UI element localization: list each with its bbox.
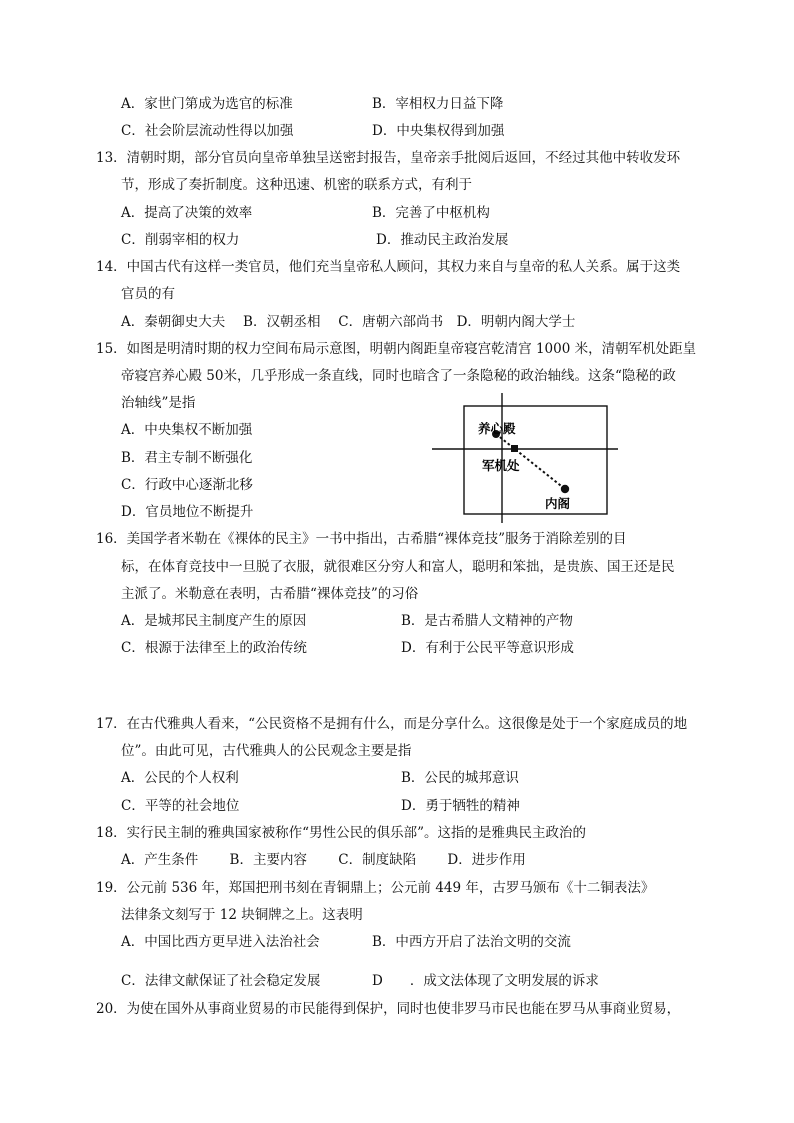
- q19-stem-line-2: 法律条文刻写于 12 块铜牌之上。这表明: [121, 907, 363, 923]
- q16-stem-line-2: 标，在体育竞技中一旦脱了衣服，就很难区分穷人和富人，聪明和笨拙，是贵族、国王还是民: [121, 559, 675, 575]
- q17-option-a: A．公民的个人权利: [121, 770, 239, 786]
- q20-stem-line-1: 20．为使在国外从事商业贸易的市民能得到保护，同时也使非罗马市民也能在罗马从事商业贸易，: [96, 1001, 681, 1017]
- q19-option-b: B．中西方开启了法治文明的交流: [372, 934, 571, 950]
- q13-option-b: B．完善了中枢机构: [372, 205, 490, 221]
- q15-stem-line-3: 治轴线”是指: [121, 395, 196, 411]
- q17-option-b: B．公民的城邦意识: [401, 770, 519, 786]
- q16-option-c: C．根源于法律至上的政治传统: [121, 640, 307, 656]
- q15-option-a: A．中央集权不断加强: [121, 422, 253, 438]
- q13-option-a: A．提高了决策的效率: [121, 205, 253, 221]
- q15-option-b: B．君主专制不断强化: [121, 450, 253, 466]
- q13-option-d: D．推动民主政治发展: [376, 232, 509, 248]
- power-layout-svg: [430, 393, 620, 523]
- q12-option-c: C．社会阶层流动性得以加强: [121, 123, 294, 139]
- q12-option-b: B．宰相权力日益下降: [372, 96, 504, 112]
- q15-stem-line-1: 15．如图是明清时期的权力空间布局示意图，明朝内阁距皇帝寝宫乾清宫 1000 米，清朝军机处距皇: [96, 341, 697, 357]
- q16-stem-line-3: 主派了。米勒意在表明，古希腊“裸体竞技”的习俗: [121, 586, 419, 602]
- q14-stem-line-1: 14．中国古代有这样一类官员，他们充当皇帝私人顾问，其权力来自与皇帝的私人关系。属于这类: [96, 259, 681, 275]
- q12-option-a: A．家世门第成为选官的标准: [121, 96, 293, 112]
- q17-option-c: C．平等的社会地位: [121, 798, 240, 814]
- q12-option-d: D．中央集权得到加强: [372, 123, 505, 139]
- q16-stem-line-1: 16．美国学者米勒在《裸体的民主》一书中指出，古希腊“裸体竞技”服务于消除差别的目: [96, 531, 627, 547]
- q15-stem-line-2: 帝寝宫养心殿 50米，几乎形成一条直线，同时也暗含了一条隐秘的政治轴线。这条“隐秘的政: [121, 368, 676, 384]
- q15-option-d: D．官员地位不断提升: [121, 504, 254, 520]
- q15-option-c: C．行政中心逐渐北移: [121, 477, 253, 493]
- q13-stem-line-1: 13．清朝时期，部分官员向皇帝单独呈送密封报告，皇帝亲手批阅后返回，不经过其他中转收发环: [96, 150, 681, 166]
- q14-stem-line-2: 官员的有: [121, 286, 175, 302]
- diagram-label-neige: 内阁: [545, 496, 571, 511]
- q16-option-a: A．是城邦民主制度产生的原因: [121, 613, 307, 629]
- q17-stem-line-1: 17．在古代雅典人看来，“公民资格不是拥有什么，而是分享什么。这很像是处于一个家庭成员的地: [96, 716, 688, 732]
- diagram-label-junjichu: 军机处: [482, 458, 520, 473]
- q16-option-b: B．是古希腊人文精神的产物: [401, 613, 573, 629]
- q19-option-a: A．中国比西方更早进入法治社会: [121, 934, 320, 950]
- q18-stem-line-1: 18．实行民主制的雅典国家被称作“男性公民的俱乐部”。这指的是雅典民主政治的: [96, 825, 586, 841]
- q18-options: A．产生条件 B．主要内容 C．制度缺陷 D．进步作用: [121, 852, 526, 868]
- q19-option-c: C．法律文献保证了社会稳定发展: [121, 973, 321, 989]
- q13-option-c: C．削弱宰相的权力: [121, 232, 240, 248]
- q14-options: A．秦朝御史大夫 B．汉朝丞相 C．唐朝六部尚书 D．明朝内阁大学士: [121, 314, 576, 330]
- q19-stem-line-1: 19．公元前 536 年，郑国把刑书刻在青铜鼎上；公元前 449 年，古罗马颁布《十二铜表法》: [96, 880, 655, 896]
- q19-option-d: D ．成文法体现了文明发展的诉求: [372, 973, 599, 989]
- q17-option-d: D．勇于牺牲的精神: [401, 798, 520, 814]
- diagram-label-yangxindian: 养心殿: [478, 421, 516, 436]
- power-layout-diagram: [430, 393, 620, 523]
- q16-option-d: D．有利于公民平等意识形成: [401, 640, 574, 656]
- q17-stem-line-2: 位”。由此可见，古代雅典人的公民观念主要是指: [121, 743, 412, 759]
- q13-stem-line-2: 节，形成了奏折制度。这种迅速、机密的联系方式，有利于: [121, 177, 472, 193]
